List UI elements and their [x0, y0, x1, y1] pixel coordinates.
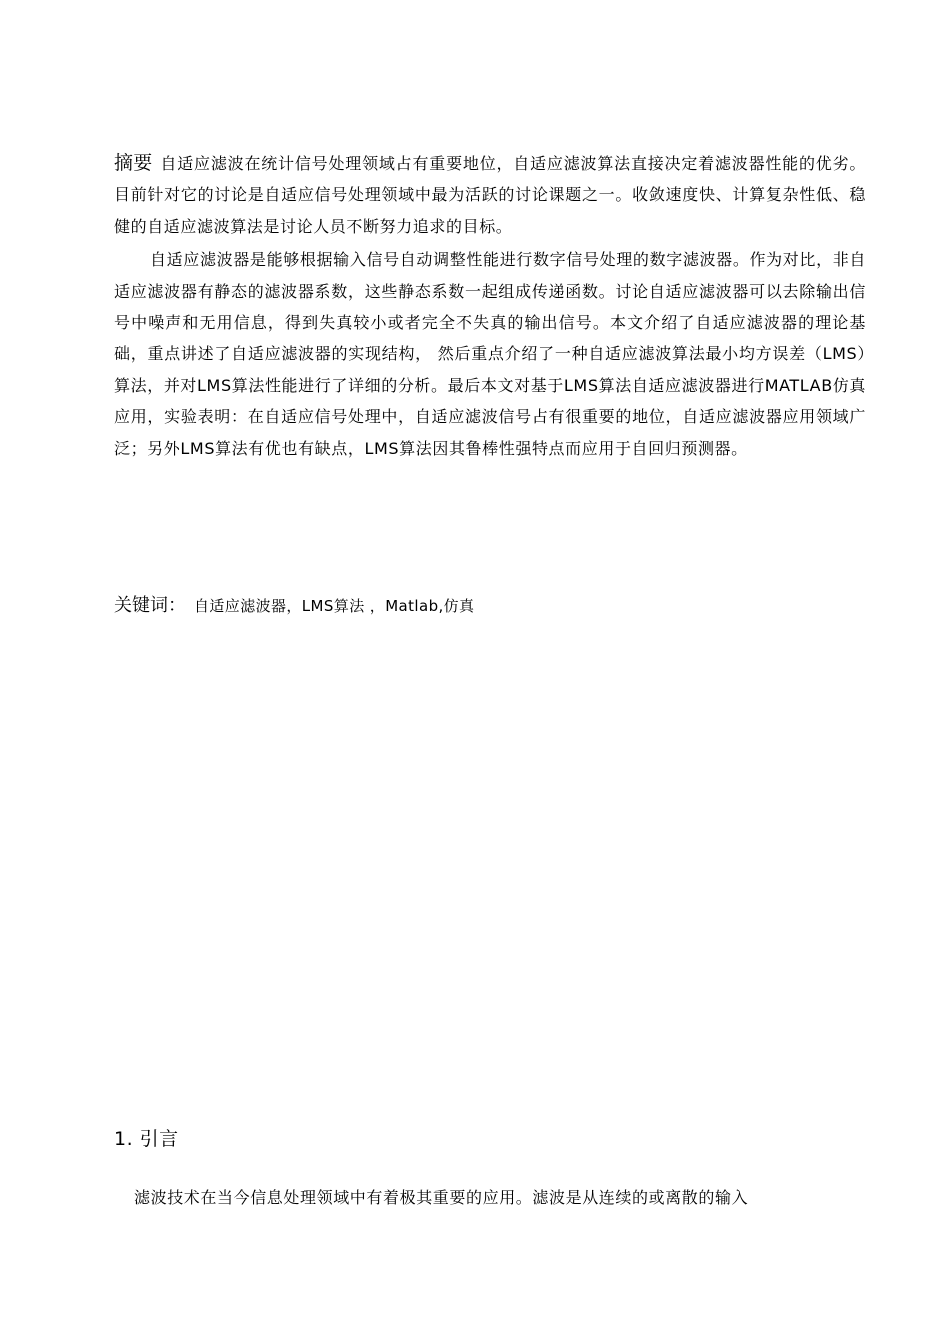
keywords-value: 自适应滤波器，LMS算法 ，Matlab,仿真	[194, 597, 475, 615]
abstract-heading: 摘要	[114, 152, 153, 174]
abstract-paragraph-1-text: 自适应滤波在统计信号处理领域占有重要地位，自适应滤波算法直接决定着滤波器性能的优劣。目前针对它的讨论是自适应信号处理领域中最为活跃的讨论课题之一。收敛速度快、计算复杂性低、稳健的自适应滤波算法是讨论人员不断努力追求的目标。	[114, 154, 866, 236]
section-1-title: 1. 引言	[114, 1128, 179, 1150]
section-1-first-line: 滤波技术在当今信息处理领域中有着极其重要的应用。滤波是从连续的或离散的输入	[134, 1188, 749, 1207]
abstract-section	[114, 148, 866, 464]
abstract-paragraph-2: 自适应滤波器是能够根据输入信号自动调整性能进行数字信号处理的数字滤波器。作为对比，非自适应滤波器有静态的滤波器系数，这些静态系数一起组成传递函数。讨论自适应滤波器可以去除输出信号中噪声和无用信息，得到失真较小或者完全不失真的输出信号。本文介绍了自适应滤波器的理论基础，重点讲述了自适应滤波器的实现结构， 然后重点介绍了一种自适应滤波算法最小均方误差（LMS）算法，并对LMS算法性能进行了详细的分析。最后本文对基于LMS算法自适应滤波器进行MATLAB仿真应用，实验表明：在自适应信号处理中，自适应滤波信号占有很重要的地位，自适应滤波器应用领域广泛；另外LMS算法有优也有缺点，LMS算法因其鲁棒性强特点而应用于自回归预测器。	[114, 250, 866, 458]
keywords-label: 关键词：	[114, 595, 186, 616]
abstract-paragraph-1	[114, 148, 866, 242]
keywords-line	[114, 592, 866, 620]
